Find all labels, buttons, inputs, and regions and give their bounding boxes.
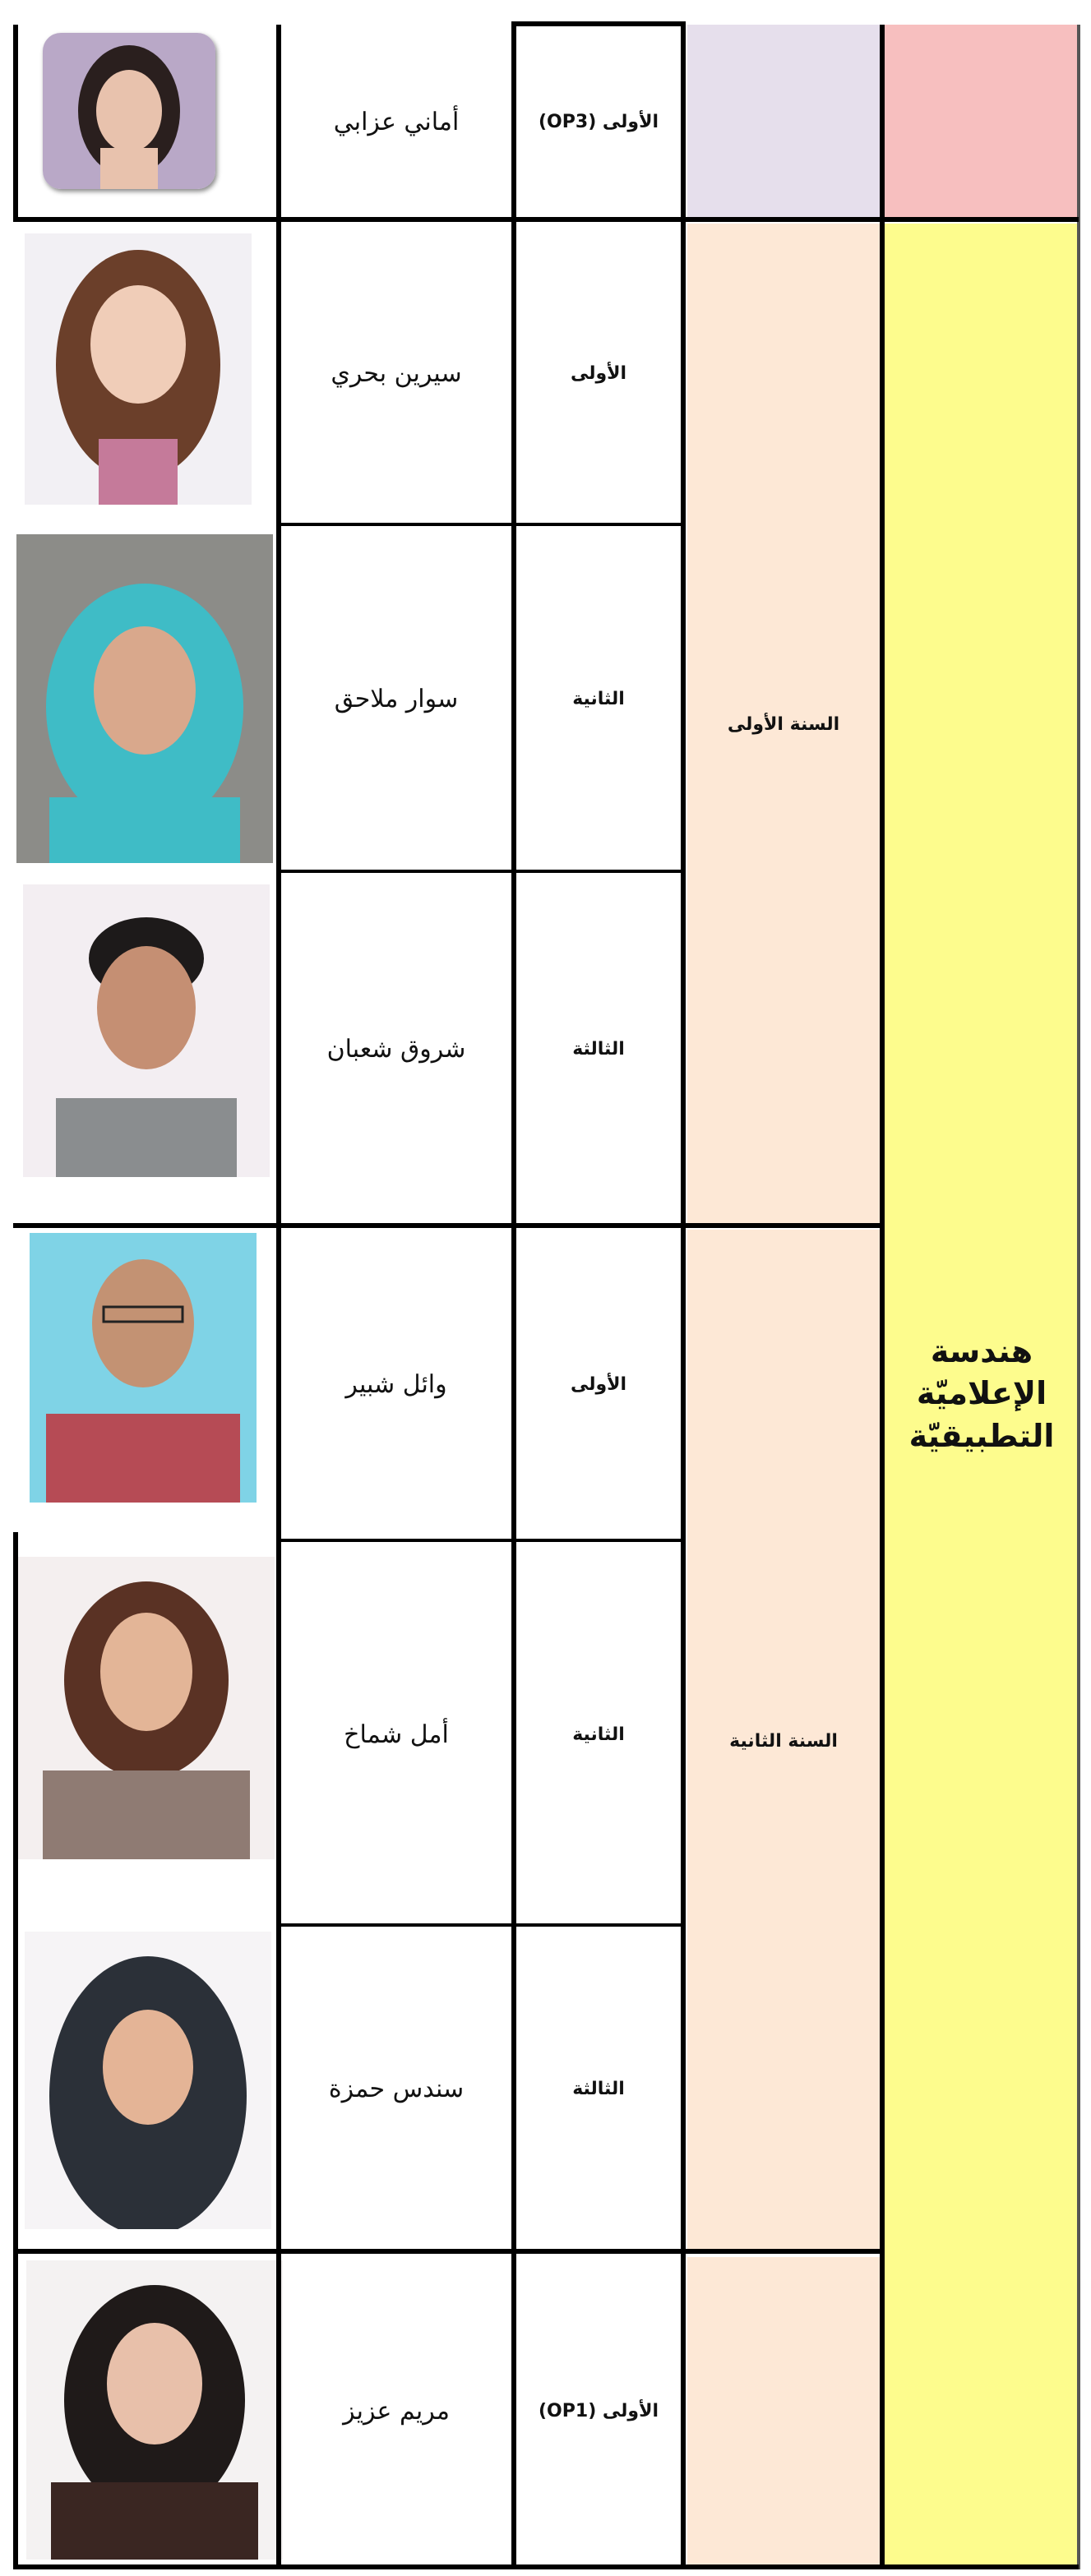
department-line-2: الإعلاميّة xyxy=(916,1375,1047,1412)
grid-line xyxy=(511,21,516,2569)
year-cell-second: السنة الثانية xyxy=(687,1230,880,2252)
grid-line xyxy=(1077,25,1080,2569)
student-photo xyxy=(43,33,215,189)
student-name: سندس حمزة xyxy=(328,2074,465,2103)
department-cell xyxy=(885,224,1079,2564)
portrait-icon xyxy=(25,233,252,505)
grid-line xyxy=(276,870,686,873)
student-name: شروق شعبان xyxy=(326,1034,466,1064)
department-line-3: التطبيقيّة xyxy=(908,1417,1055,1454)
student-photo xyxy=(30,1233,257,1503)
grid-line xyxy=(276,1923,686,1927)
student-name: سوار ملاحق xyxy=(334,684,459,713)
grid-line xyxy=(681,21,686,2569)
portrait-icon xyxy=(18,1557,275,1859)
portrait-icon xyxy=(26,2260,283,2560)
student-photo xyxy=(16,534,273,863)
grid-line xyxy=(13,1223,885,1228)
grid-line xyxy=(13,2564,1079,2569)
portrait-icon xyxy=(25,1932,271,2229)
portrait-icon xyxy=(30,1233,257,1503)
top-dept-cell xyxy=(885,25,1079,219)
grid-line xyxy=(13,1532,18,2569)
student-name: أمل شماخ xyxy=(344,1720,449,1749)
grid-line xyxy=(276,25,281,2569)
student-name: مريم عزيز xyxy=(343,2396,450,2426)
student-rank: الثالثة xyxy=(572,1038,625,1059)
student-rank: الثانية xyxy=(572,1724,625,1745)
student-photo xyxy=(23,884,270,1177)
student-rank: الأولى xyxy=(570,1373,627,1395)
top-year-cell xyxy=(687,25,880,219)
grid-line xyxy=(13,217,1079,222)
student-photo xyxy=(25,233,252,505)
student-rank: الأولى (OP3) xyxy=(538,111,659,132)
student-photo xyxy=(25,1932,271,2229)
student-photo xyxy=(26,2260,283,2560)
student-rank: الثانية xyxy=(572,688,625,709)
student-rank: الثالثة xyxy=(572,2078,625,2099)
grid-line xyxy=(276,1539,686,1542)
grid-line xyxy=(511,21,686,26)
grid-line xyxy=(13,25,18,219)
grid-line xyxy=(13,2249,885,2254)
student-rank: الأولى (OP1) xyxy=(538,2400,659,2421)
year-cell-first: السنة الأولى xyxy=(687,224,880,1225)
student-rank: الأولى xyxy=(570,362,627,384)
student-name: سيرين بحري xyxy=(331,358,462,388)
portrait-icon xyxy=(16,534,273,863)
student-name: وائل شبير xyxy=(345,1369,447,1399)
student-photo xyxy=(18,1557,275,1859)
grid-line xyxy=(276,523,686,526)
department-line-1: هندسة xyxy=(930,1333,1033,1370)
year-cell-next xyxy=(687,2257,880,2564)
grid-line xyxy=(880,25,885,2569)
student-name: أماني عزابي xyxy=(333,107,460,136)
portrait-icon xyxy=(23,884,270,1177)
portrait-icon xyxy=(43,33,215,189)
